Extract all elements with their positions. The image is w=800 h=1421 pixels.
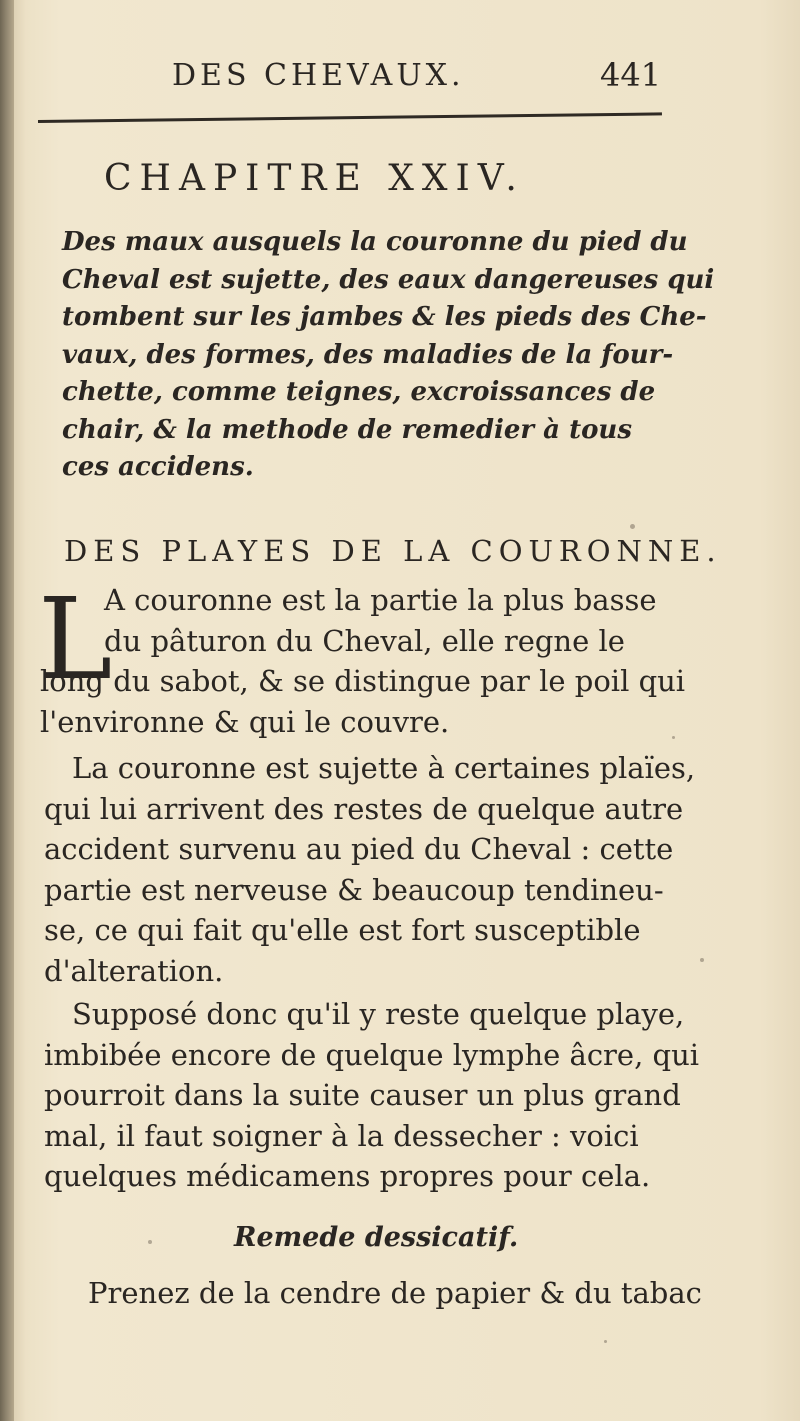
summary-line: vaux, des formes, des maladies de la four- (62, 339, 674, 370)
remedy-title: Remede dessicatif. (234, 1222, 519, 1253)
text-line: accident survenu au pied du Cheval : cette (44, 832, 674, 866)
drop-cap: L (38, 575, 113, 705)
summary-line: chair, & la methode de remedier à tous (62, 414, 632, 445)
text-line: se, ce qui fait qu'elle est fort susceptible (44, 913, 641, 947)
chapter-summary (62, 224, 715, 487)
text-line: d'alteration. (44, 953, 224, 988)
text-line: du pâturon du Cheval, elle regne le (104, 623, 625, 658)
summary-line: ces accidens. (62, 452, 254, 482)
summary-line: tombent sur les jambes & les pieds des Che- (62, 302, 707, 332)
paper-speck (604, 1340, 607, 1343)
running-head: DES CHEVAUX. (172, 58, 465, 93)
header-rule (38, 112, 662, 123)
page-gutter (0, 0, 14, 1421)
summary-line: Des maux ausquels la couronne du pied du (62, 227, 688, 257)
text-line: A couronne est la partie la plus basse (104, 583, 657, 617)
paragraph-3 (44, 994, 714, 1197)
text-line: La couronne est sujette à certaines plaïes, (72, 751, 696, 785)
paper-speck (700, 958, 704, 962)
text-line: qui lui arrivent des restes de quelque autre (44, 791, 684, 826)
text-line: mal, il faut soigner à la dessecher : voici (44, 1118, 639, 1153)
text-line: Supposé donc qu'il y reste quelque playe, (72, 997, 685, 1031)
section-heading: DES PLAYES DE LA COURONNE. (64, 534, 722, 568)
paper-speck (148, 1240, 152, 1244)
text-line: partie est nerveuse & beaucoup tendineu- (44, 872, 664, 907)
text-line: pourroit dans la suite causer un plus grand (44, 1078, 681, 1112)
chapter-title: CHAPITRE XXIV. (104, 158, 525, 199)
page-number: 441 (600, 56, 662, 94)
text-line: imbibée encore de quelque lymphe âcre, qui (44, 1037, 700, 1072)
summary-line: Cheval est sujette, des eaux dangereuses qui (62, 264, 715, 295)
text-line: quelques médicamens propres pour cela. (44, 1159, 651, 1193)
paragraph-1 (38, 575, 710, 742)
paragraph-2 (44, 748, 714, 991)
paper-speck (630, 524, 635, 529)
paper-speck (118, 420, 122, 424)
text-line: long du sabot, & se distingue par le poil qui (40, 664, 686, 698)
text-line: l'environne & qui le couvre. (40, 704, 450, 739)
summary-line: chette, comme teignes, excroissances de (62, 377, 656, 407)
remedy-first-line: Prenez de la cendre de papier & du tabac (88, 1276, 702, 1310)
paper-speck (672, 736, 675, 739)
